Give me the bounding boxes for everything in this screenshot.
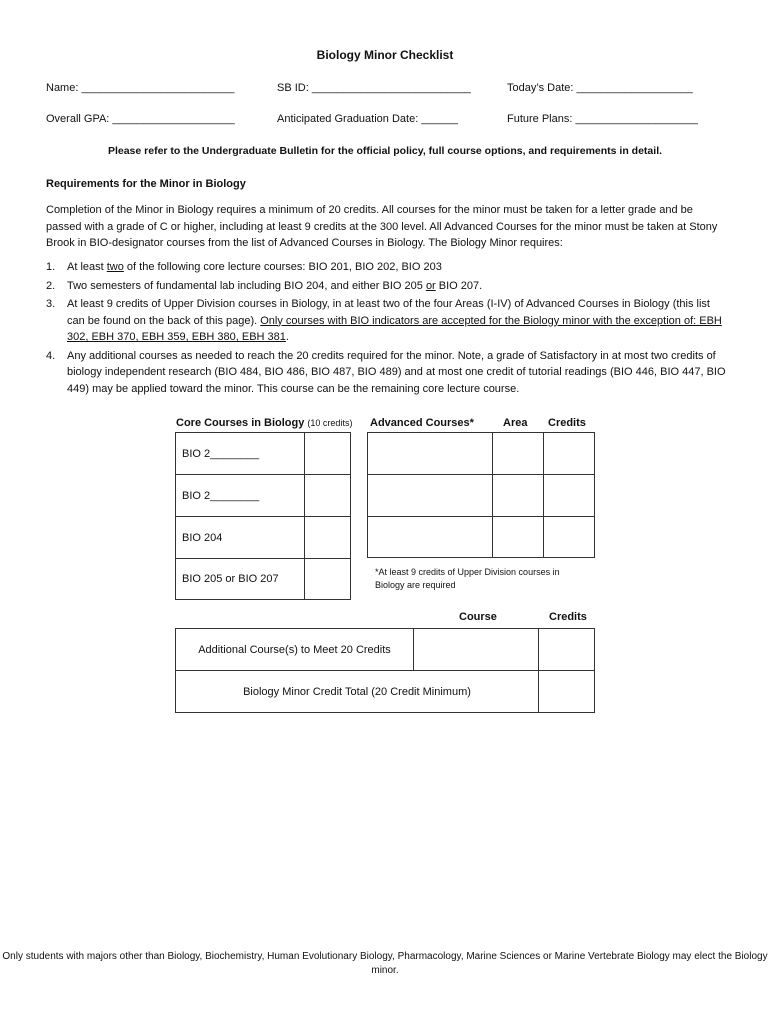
additional-course-cell[interactable] (414, 629, 539, 671)
requirement-emphasis: Only courses with BIO indicators are accepted for the Biology minor with the exception of: EBH 302, EBH 370, EBH 359, EBH 380, EBH 381 (67, 314, 722, 343)
core-credits-cell[interactable] (305, 517, 351, 559)
advanced-courses-header: Advanced Courses* (370, 417, 474, 429)
core-courses-title: Core Courses in Biology (176, 417, 305, 429)
requirement-number: 2. (46, 279, 56, 292)
core-course-cell[interactable]: BIO 205 or BIO 207 (176, 559, 305, 600)
advanced-course-cell[interactable] (368, 475, 493, 517)
anticipated-graduation-field[interactable]: Anticipated Graduation Date: ______ (277, 113, 459, 125)
requirement-text: Two semesters of fundamental lab including BIO 204, and either BIO 205 (67, 279, 426, 292)
sb-id-field[interactable]: SB ID: __________________________ (277, 82, 471, 94)
credit-total-row (176, 671, 595, 713)
advanced-course-cell[interactable] (368, 517, 493, 558)
advanced-course-row (368, 517, 595, 558)
core-courses-header (176, 417, 352, 429)
requirement-number: 4. (46, 349, 56, 362)
name-field[interactable]: Name: _________________________ (46, 82, 235, 94)
intro-paragraph: Completion of the Minor in Biology requires a minimum of 20 credits. All courses for the minor must be taken for a letter grade and be passed with a grade of C or higher, including at least 9 credits at the 300 level. All Advanced Courses for the minor must be taken at Stony Brook in BIO-designator courses from the list of Advanced Courses in Biology. The Biology Minor requires: (46, 204, 718, 249)
requirement-text: At least (67, 261, 107, 273)
core-credits-cell[interactable] (305, 475, 351, 517)
requirements-list (46, 259, 730, 399)
advanced-area-cell[interactable] (493, 517, 544, 558)
advanced-course-row (368, 475, 595, 517)
core-course-row (176, 475, 351, 517)
advanced-credits-cell[interactable] (544, 475, 595, 517)
page-title: Biology Minor Checklist (316, 48, 454, 62)
requirement-text: . (285, 331, 289, 343)
todays-date-field[interactable]: Today’s Date: ___________________ (507, 82, 693, 94)
requirement-text: At least 9 credits of Upper Division courses in Biology, in at least two of the four Areas (I-IV) of Advanced Courses in Biology (this list can be found on the back of this page). (67, 298, 710, 327)
future-plans-field[interactable]: Future Plans: ____________________ (507, 113, 698, 125)
bulletin-notice: Please refer to the Undergraduate Bulletin for the official policy, full course options, and requirements in detail. (107, 145, 663, 157)
advanced-area-cell[interactable] (493, 433, 544, 475)
requirement-emphasis: or (425, 279, 436, 292)
additional-course-header: Course (459, 611, 497, 623)
requirement-text: of the following core lecture courses: BIO 201, BIO 202, BIO 203 (123, 261, 442, 273)
additional-credits-cell[interactable] (539, 629, 595, 671)
credit-total-cell[interactable] (539, 671, 595, 713)
core-course-row (176, 433, 351, 475)
requirement-text: BIO 207. (435, 279, 483, 292)
core-course-cell[interactable]: BIO 204 (176, 517, 305, 559)
core-credits-cell[interactable] (305, 559, 351, 600)
requirement-text: Any additional courses as needed to reach the 20 credits required for the minor. Note, a grade of Satisfactory in at most two credits of biology independent research (BIO 484, BIO 486, BIO 487, BIO 489) and at most one credit of tutorial readings (BIO 446, BIO 447, BIO 449) may be applied toward the minor. This course can be the remaining core lecture course. (67, 349, 726, 395)
core-credits-cell[interactable] (305, 433, 351, 475)
advanced-courses-table (367, 432, 595, 558)
advanced-course-row (368, 433, 595, 475)
core-courses-table (175, 432, 351, 600)
advanced-footnote: *At least 9 credits of Upper Division courses in Biology are required (375, 567, 560, 590)
overall-gpa-field[interactable]: Overall GPA: ____________________ (46, 113, 235, 125)
requirement-item (46, 296, 730, 346)
core-credits-note: (10 credits) (307, 418, 353, 428)
advanced-area-cell[interactable] (493, 475, 544, 517)
requirement-number: 3. (46, 298, 56, 310)
core-course-row (176, 517, 351, 559)
requirement-number: 1. (46, 261, 56, 273)
area-header: Area (503, 417, 528, 429)
section-heading: Requirements for the Minor in Biology (46, 178, 246, 190)
requirement-emphasis: two (106, 261, 124, 273)
requirement-item (46, 259, 730, 276)
requirement-item (46, 278, 730, 295)
advanced-credits-cell[interactable] (544, 517, 595, 558)
additional-courses-table (175, 628, 595, 713)
additional-course-row (176, 629, 595, 671)
additional-course-label: Additional Course(s) to Meet 20 Credits (176, 629, 414, 671)
advanced-credits-cell[interactable] (544, 433, 595, 475)
core-course-row (176, 559, 351, 600)
core-course-cell[interactable]: BIO 2________ (176, 433, 305, 475)
core-course-cell[interactable]: BIO 2________ (176, 475, 305, 517)
footer-note: Only students with majors other than Biology, Biochemistry, Human Evolutionary Biology, Pharmacology, Marine Sciences or Marine Vertebrate Biology may elect the Biology minor. (2, 951, 768, 976)
requirement-item (46, 348, 730, 398)
advanced-credits-header: Credits (548, 417, 586, 429)
credit-total-label: Biology Minor Credit Total (20 Credit Minimum) (176, 671, 539, 713)
advanced-course-cell[interactable] (368, 433, 493, 475)
additional-credits-header: Credits (549, 611, 587, 623)
